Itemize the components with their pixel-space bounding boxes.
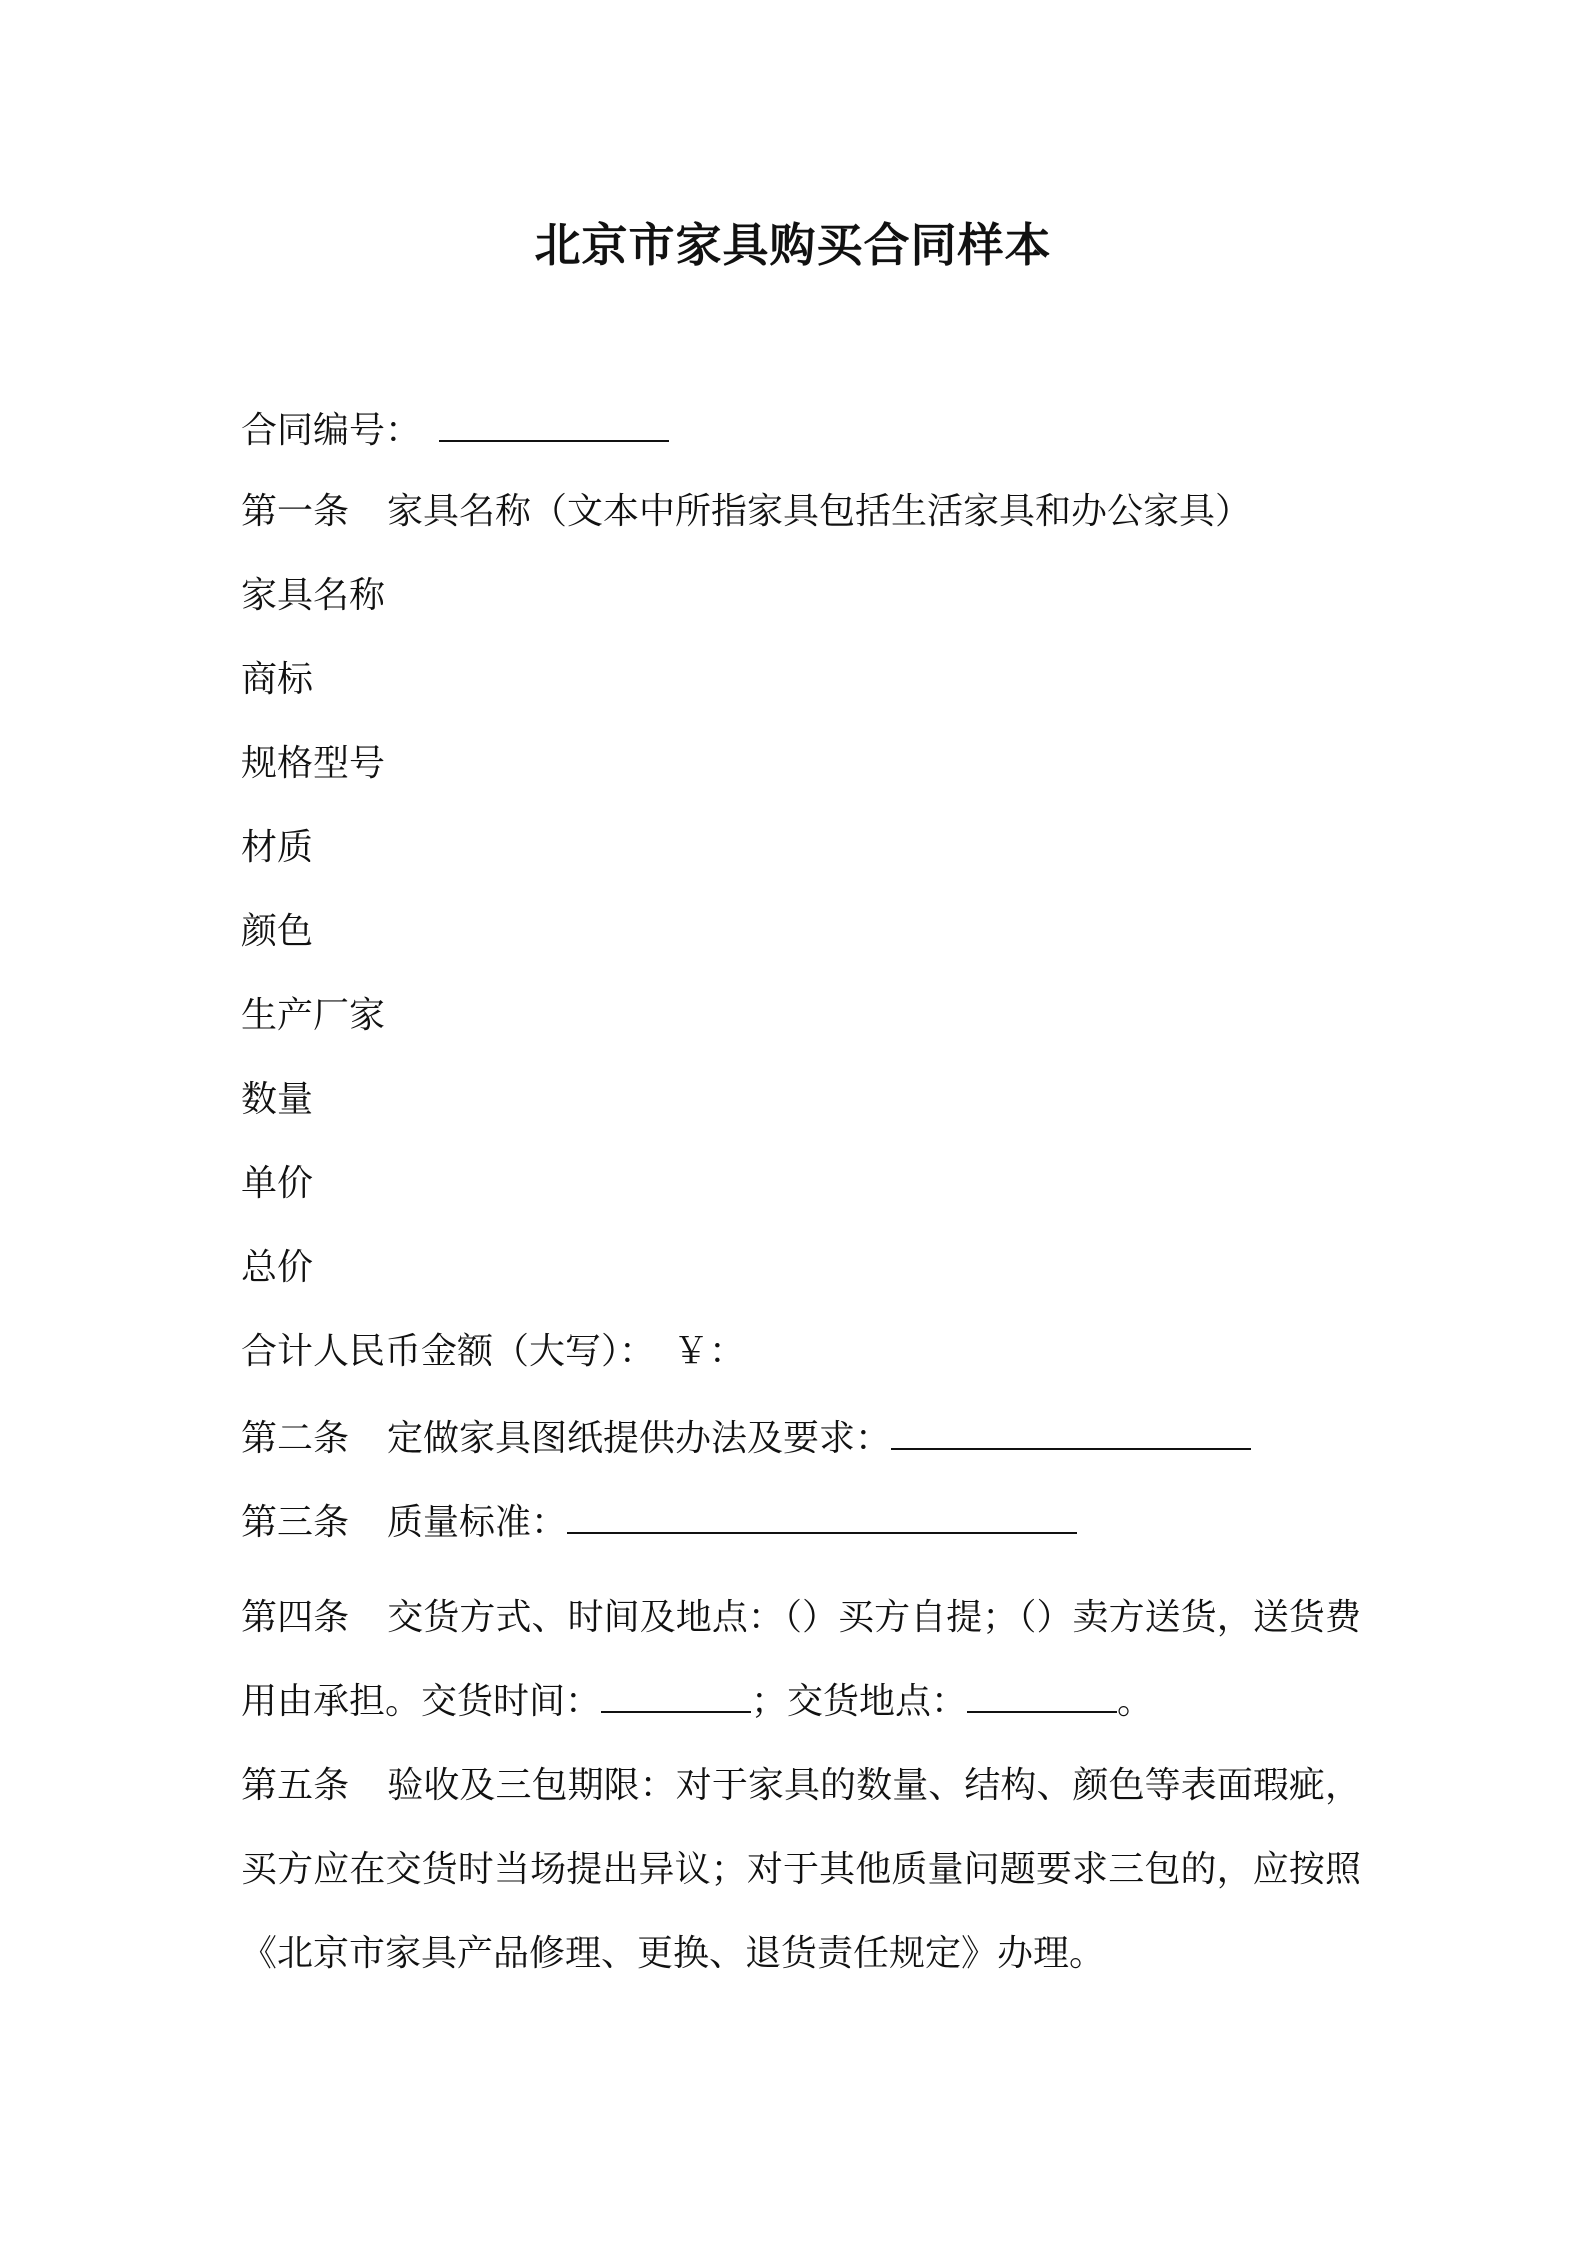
field-color: 颜色 (241, 911, 314, 952)
delivery-time-blank[interactable] (601, 1671, 751, 1713)
field-furniture-name: 家具名称 (241, 575, 386, 616)
document-title: 北京市家具购买合同样本 (534, 218, 1052, 272)
contract-number-blank[interactable] (439, 400, 669, 442)
contract-number-label: 合同编号： (241, 410, 422, 451)
article-5-text: 验收及三包期限：对于家具的数量、结构、颜色等表面瑕疵，买方应在交货时当场提出异议；对于其他质量问题要求三包的，应按照《北京市家具产品修理、更换、退货责任规定》办理。 (241, 1765, 1361, 1974)
field-manufacturer: 生产厂家 (241, 995, 386, 1036)
total-amount-label: 合计人民币金额（大写）： (241, 1331, 656, 1372)
field-total-price: 总价 (241, 1247, 314, 1288)
field-model: 规格型号 (241, 743, 386, 784)
contract-body (241, 400, 1361, 1996)
article-1-number: 第一条 (241, 491, 350, 532)
article-2-number: 第二条 (241, 1418, 350, 1459)
yen-label: ￥： (673, 1331, 746, 1372)
article-3-number: 第三条 (241, 1502, 350, 1543)
article-5-number: 第五条 (241, 1765, 350, 1806)
article-4-text: 交货方式、时间及地点：（）买方自提；（）卖方送货，送货费用由承担。交货时间： (241, 1597, 1361, 1722)
field-material: 材质 (241, 827, 314, 868)
field-trademark: 商标 (241, 659, 314, 700)
article-4-mid: ；交货地点： (751, 1681, 968, 1722)
contract-number-line (241, 400, 1361, 484)
article-3-text: 质量标准： (387, 1502, 568, 1543)
article-5-paragraph (241, 1744, 1361, 1996)
article-3-line (241, 1492, 1361, 1576)
article-4-end: 。 (1117, 1681, 1154, 1722)
article-4-paragraph (241, 1576, 1361, 1744)
article-1-line (241, 484, 1361, 568)
article-1-text: 家具名称（文本中所指家具包括生活家具和办公家具） (387, 491, 1252, 532)
article-2-line (241, 1408, 1361, 1492)
field-quantity: 数量 (241, 1079, 314, 1120)
article-4-number: 第四条 (241, 1597, 350, 1638)
total-amount-line (241, 1324, 1361, 1408)
article-2-blank[interactable] (891, 1408, 1251, 1450)
article-2-text: 定做家具图纸提供办法及要求： (387, 1418, 892, 1459)
article-3-blank[interactable] (567, 1492, 1077, 1534)
delivery-place-blank[interactable] (967, 1671, 1117, 1713)
field-unit-price: 单价 (241, 1163, 314, 1204)
